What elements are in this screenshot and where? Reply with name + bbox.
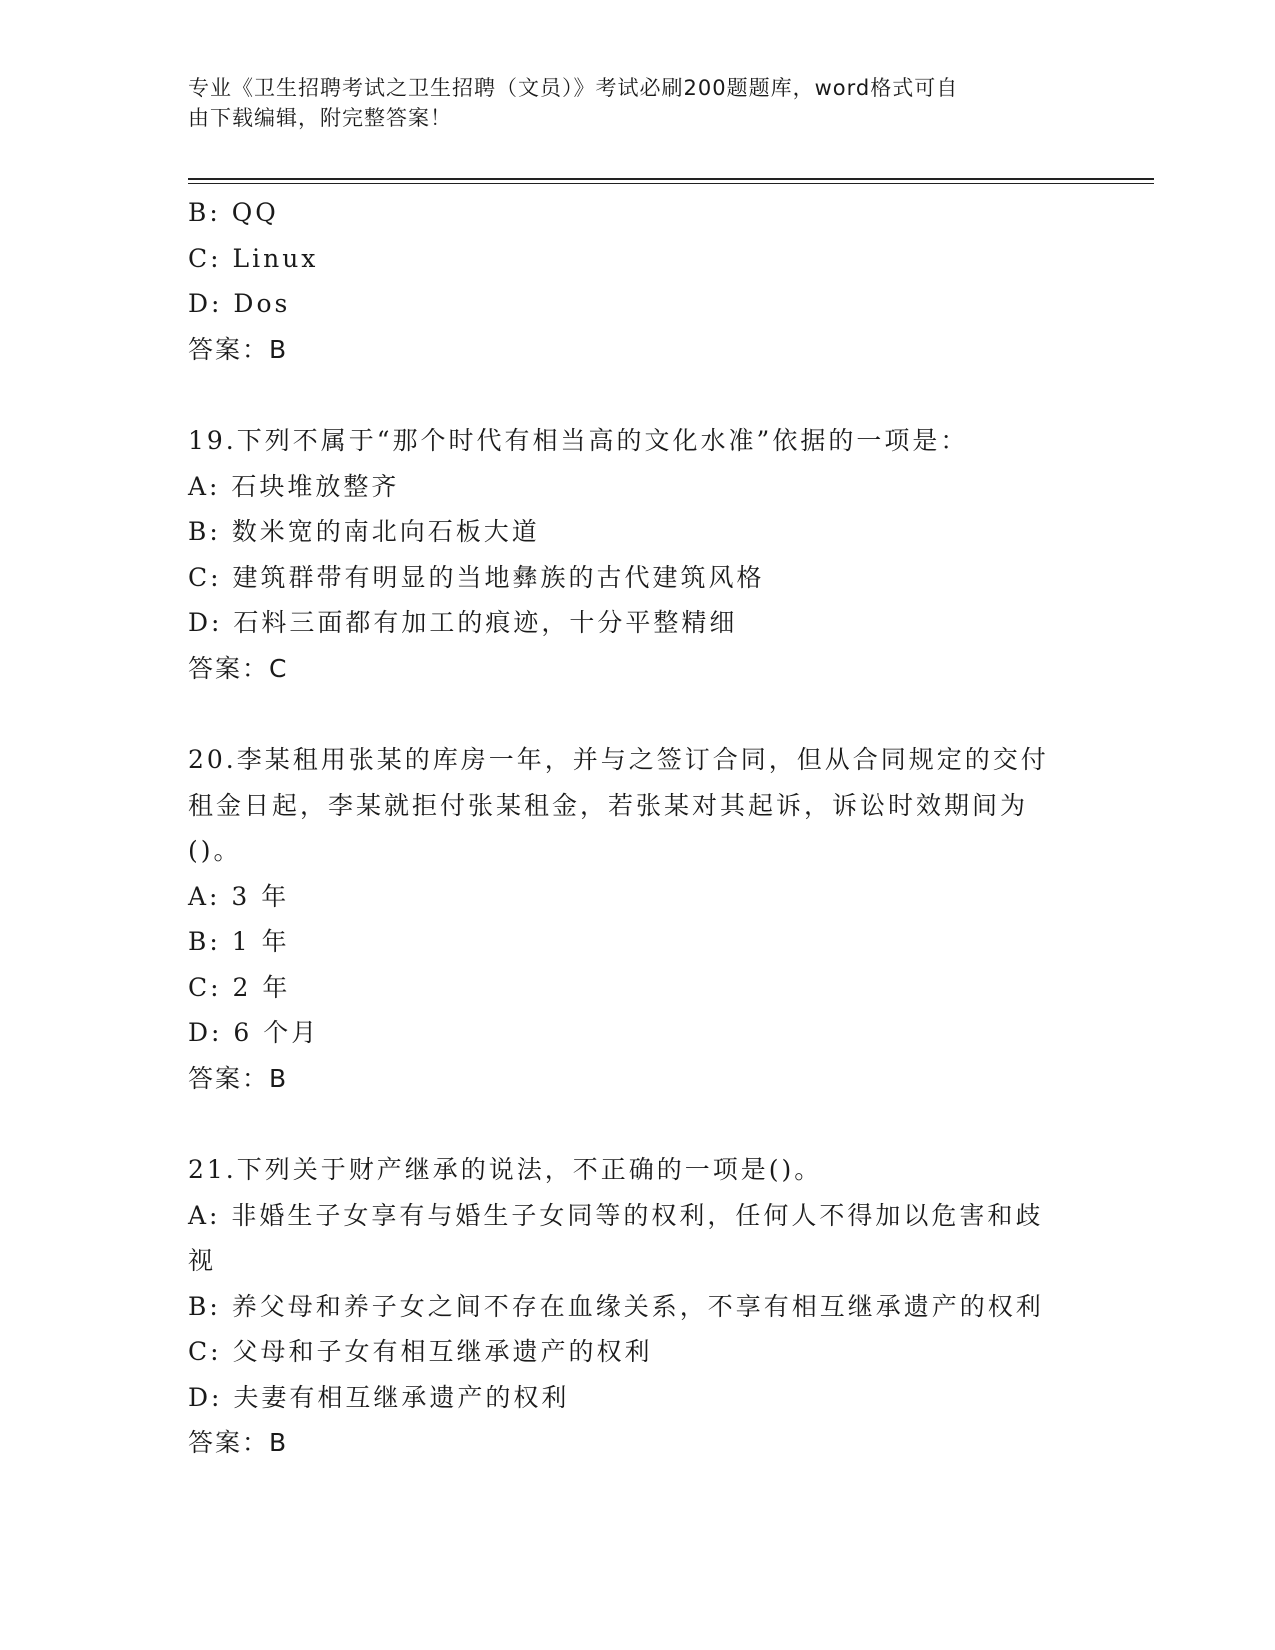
q21-question: 21.下列关于财产继承的说法，不正确的一项是()。 [188, 1155, 823, 1184]
q20-question-line-2: 租金日起，李某就拒付张某租金，若张某对其起诉，诉讼时效期间为 [188, 790, 1029, 820]
q20-question-line-1: 20.李某租用张某的库房一年，并与之签订合同，但从合同规定的交付 [188, 745, 1049, 774]
q19-option-d: D: 石料三面都有加工的痕迹，十分平整精细 [188, 608, 738, 637]
q20-option-b: B: 1 年 [188, 927, 290, 956]
question-18-block [188, 190, 1088, 372]
document-body [188, 190, 1088, 1466]
q19-option-a: A: 石块堆放整齐 [188, 471, 400, 501]
question-21-block [188, 1147, 1088, 1466]
document-header [188, 73, 1088, 133]
q18-answer: 答案：B [188, 334, 289, 364]
q18-option-c: C: Linux [188, 243, 319, 273]
q19-answer: 答案：C [188, 653, 289, 683]
header-divider-thin [188, 183, 1154, 184]
header-line-1: 专业《卫生招聘考试之卫生招聘（文员）》考试必刷200题题库，word格式可自 [188, 76, 959, 100]
q21-option-b: B: 养父母和养子女之间不存在血缘关系，不享有相互继承遗产的权利 [188, 1291, 1044, 1321]
spacer [188, 691, 1088, 737]
q20-option-a: A: 3 年 [188, 881, 290, 911]
spacer [188, 1101, 1088, 1147]
q18-option-d: D: Dos [188, 289, 291, 318]
header-line-2: 由下载编辑，附完整答案！ [188, 106, 452, 130]
question-19-block [188, 418, 1088, 691]
q19-option-c: C: 建筑群带有明显的当地彝族的古代建筑风格 [188, 562, 765, 592]
q20-option-c: C: 2 年 [188, 972, 291, 1002]
q19-option-b: B: 数米宽的南北向石板大道 [188, 517, 540, 546]
spacer [188, 372, 1088, 418]
header-divider-thick [188, 178, 1154, 180]
q21-option-d: D: 夫妻有相互继承遗产的权利 [188, 1382, 570, 1412]
q21-option-c: C: 父母和子女有相互继承遗产的权利 [188, 1337, 653, 1366]
q21-answer: 答案：B [188, 1428, 289, 1457]
q19-question: 19.下列不属于“那个时代有相当高的文化水准”依据的一项是： [188, 426, 969, 455]
q21-option-a-line-1: A: 非婚生子女享有与婚生子女同等的权利，任何人不得加以危害和歧 [188, 1200, 1044, 1230]
q20-option-d: D: 6 个月 [188, 1018, 320, 1047]
question-20-block [188, 737, 1088, 1101]
q18-option-b: B: QQ [188, 198, 279, 227]
q20-answer: 答案：B [188, 1063, 289, 1093]
q20-question-line-3: ()。 [188, 836, 242, 865]
q21-option-a-line-2: 视 [188, 1246, 217, 1275]
